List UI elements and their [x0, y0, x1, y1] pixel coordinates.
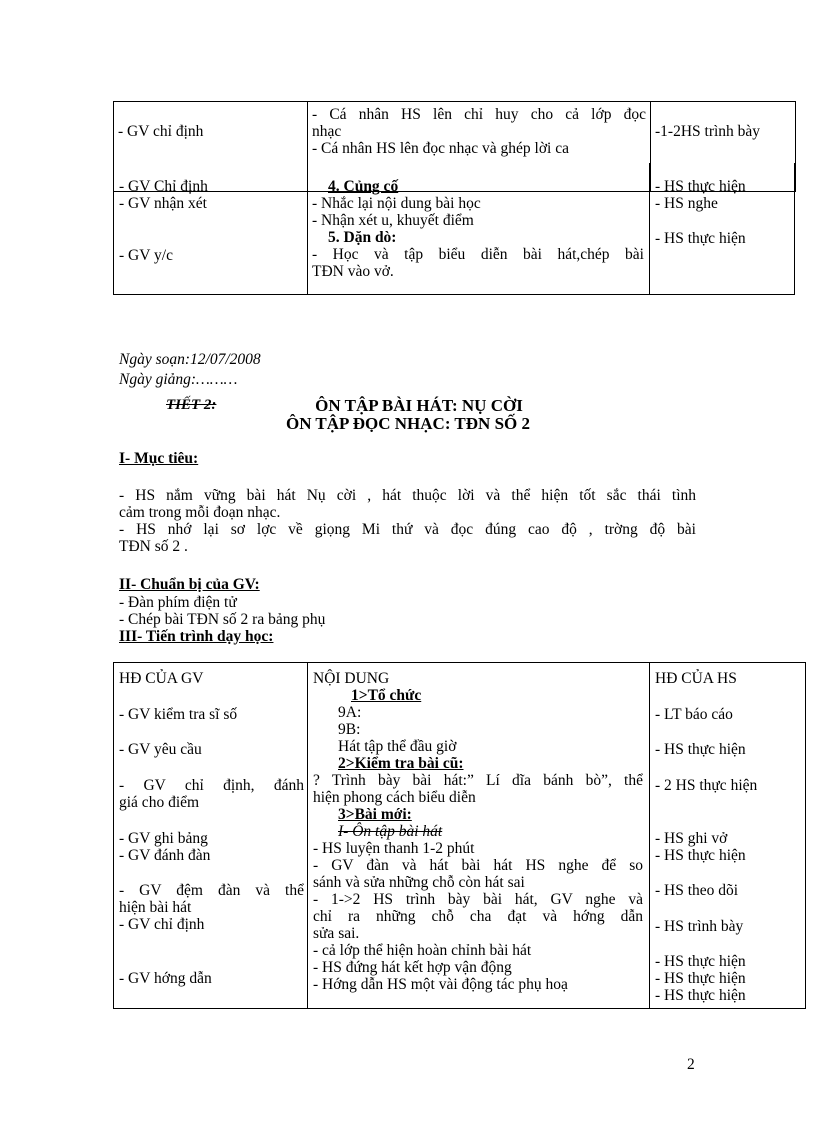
- date-block: [119, 350, 261, 390]
- new-line: - 1->2 HS trình bày bài hát, GV nghe và: [313, 891, 643, 908]
- hs-line: - HS thực hiện: [655, 953, 746, 970]
- org-title: 1>Tổ chức: [351, 687, 422, 704]
- hs-line: - HS trình bày: [655, 918, 744, 935]
- column-divider: [649, 663, 650, 1008]
- new-line: sửa sai.: [313, 925, 360, 942]
- check-line: hiện phong cách biểu diễn: [313, 789, 476, 806]
- objective-line: TĐN số 2 .: [119, 538, 188, 555]
- new-line: chỉ ra những chỗ cha đạt và hớng dẫn: [313, 908, 643, 925]
- gv-line: - GV chỉ định: [119, 916, 205, 933]
- header-content: NỘI DUNG: [313, 670, 390, 687]
- hs-line: - HS thực hiện: [655, 741, 746, 758]
- page-number: 2: [687, 1056, 695, 1073]
- gv-line: - GV y/c: [119, 247, 173, 264]
- period-label: TIẾT 2:: [166, 397, 217, 413]
- hs-line: - LT báo cáo: [655, 706, 733, 723]
- gv-line: - GV ghi bảng: [119, 830, 208, 847]
- sub-title: I- Ôn tập bài hát: [338, 823, 443, 840]
- gv-line: giá cho điểm: [119, 794, 200, 811]
- consolidate-title: 4. Củng cố: [328, 178, 399, 195]
- activity-table-2: [113, 662, 806, 1009]
- content-line: TĐN vào vở.: [312, 263, 394, 280]
- new-line: - HS đứng hát kết hợp vận động: [313, 959, 512, 976]
- content-column: [312, 178, 644, 280]
- gv-line: - GV kiểm tra sĩ số: [119, 706, 238, 723]
- objectives-heading: I- Mục tiêu:: [119, 450, 199, 467]
- objective-paragraph-1: [119, 487, 696, 521]
- prep-item: - Chép bài TĐN số 2 ra bảng phụ: [119, 611, 326, 628]
- content-line: - Nhận xét u, khuyết điểm: [312, 212, 474, 229]
- column-divider: [307, 663, 308, 1008]
- gv-line: - GV yêu cầu: [119, 741, 202, 758]
- hs-column: [655, 706, 757, 1004]
- header-hs: HĐ CỦA HS: [655, 670, 737, 687]
- org-line: 9B:: [338, 721, 361, 738]
- hs-line: - HS thực hiện: [655, 847, 746, 864]
- new-line: - Hớng dẫn HS một vài động tác phụ hoạ: [313, 976, 568, 993]
- column-divider: [649, 163, 650, 294]
- objective-paragraph-2: [119, 521, 696, 555]
- content-line: nhạc: [312, 123, 342, 140]
- objective-line: - HS nắm vững bài hát Nụ cời , hát thuộc lời và thể hiện tốt sắc thái tình: [119, 487, 696, 504]
- activity-table-1-lower: [113, 163, 795, 295]
- gv-line: - GV chỉ định: [118, 123, 204, 140]
- header-gv: HĐ CỦA GV: [119, 670, 204, 687]
- hs-line: -1-2HS trình bày: [655, 123, 761, 140]
- gv-line: - GV nhận xét: [119, 195, 207, 212]
- hs-line: - HS thực hiện: [655, 987, 746, 1004]
- hs-line: - HS thực hiện: [655, 178, 746, 195]
- new-line: - GV đàn và hát bài hát HS nghe để so: [313, 857, 643, 874]
- gv-line: - GV chỉ định, đánh: [119, 777, 304, 794]
- check-title: 2>Kiểm tra bài cũ:: [338, 755, 464, 772]
- hs-line: - 2 HS thực hiện: [655, 777, 758, 794]
- gv-column: [119, 706, 304, 987]
- hs-column: [655, 178, 746, 247]
- new-line: - cả lớp thể hiện hoàn chỉnh bài hát: [313, 942, 532, 959]
- lesson-title-1: ÔN TẬP BÀI HÁT: NỤ CỜI: [315, 396, 523, 415]
- process-heading: III- Tiến trình dạy học:: [119, 628, 274, 645]
- gv-line: - GV hớng dẫn: [119, 970, 212, 987]
- homework-title: 5. Dặn dò:: [328, 229, 397, 246]
- lesson-title-2: ÔN TẬP ĐỌC NHẠC: TĐN SỐ 2: [285, 414, 530, 433]
- prep-list: [119, 594, 325, 628]
- objective-line: cảm trong mỗi đoạn nhạc.: [119, 504, 281, 521]
- org-line: Hát tập thể đầu giờ: [338, 738, 457, 755]
- column-divider: [307, 163, 308, 294]
- content-column: [313, 687, 643, 993]
- hs-line: - HS thực hiện: [655, 230, 746, 247]
- new-line: - HS luyện thanh 1-2 phút: [313, 840, 475, 857]
- gv-line: hiện bài hát: [119, 899, 192, 916]
- teach-date: Ngày giảng:………: [119, 371, 238, 388]
- hs-line: - HS thực hiện: [655, 970, 746, 987]
- prep-date: Ngày soạn:12/07/2008: [119, 351, 261, 368]
- content-line: - Học và tập biểu diễn bài hát,chép bài: [312, 246, 644, 263]
- hs-line: - HS theo dõi: [655, 882, 739, 899]
- prep-item: - Đàn phím điện tử: [119, 594, 237, 611]
- check-line: ? Trình bày bài hát:” Lí dĩa bánh bò”, thể: [313, 772, 643, 789]
- content-line: - Nhắc lại nội dung bài học: [312, 195, 481, 212]
- gv-column: [119, 178, 208, 264]
- new-line: sánh và sửa những chỗ còn hát sai: [313, 874, 525, 891]
- gv-line: - GV đánh đàn: [119, 847, 211, 864]
- gv-line: - GV đệm đàn và thể: [119, 882, 304, 899]
- content-line: - Cá nhân HS lên đọc nhạc và ghép lời ca: [312, 140, 569, 157]
- content-line: - Cá nhân HS lên chỉ huy cho cả lớp đọc: [312, 106, 646, 123]
- prep-heading: II- Chuẩn bị của GV:: [119, 576, 260, 593]
- objective-line: - HS nhớ lại sơ lợc về giọng Mi thứ và đọc đúng cao độ , trờng độ bài: [119, 521, 696, 538]
- new-title: 3>Bài mới:: [338, 806, 412, 823]
- org-line: 9A:: [338, 704, 362, 721]
- hs-line: - HS ghi vở: [655, 830, 728, 847]
- gv-line: - GV Chỉ định: [119, 178, 208, 195]
- hs-line: - HS nghe: [655, 195, 718, 212]
